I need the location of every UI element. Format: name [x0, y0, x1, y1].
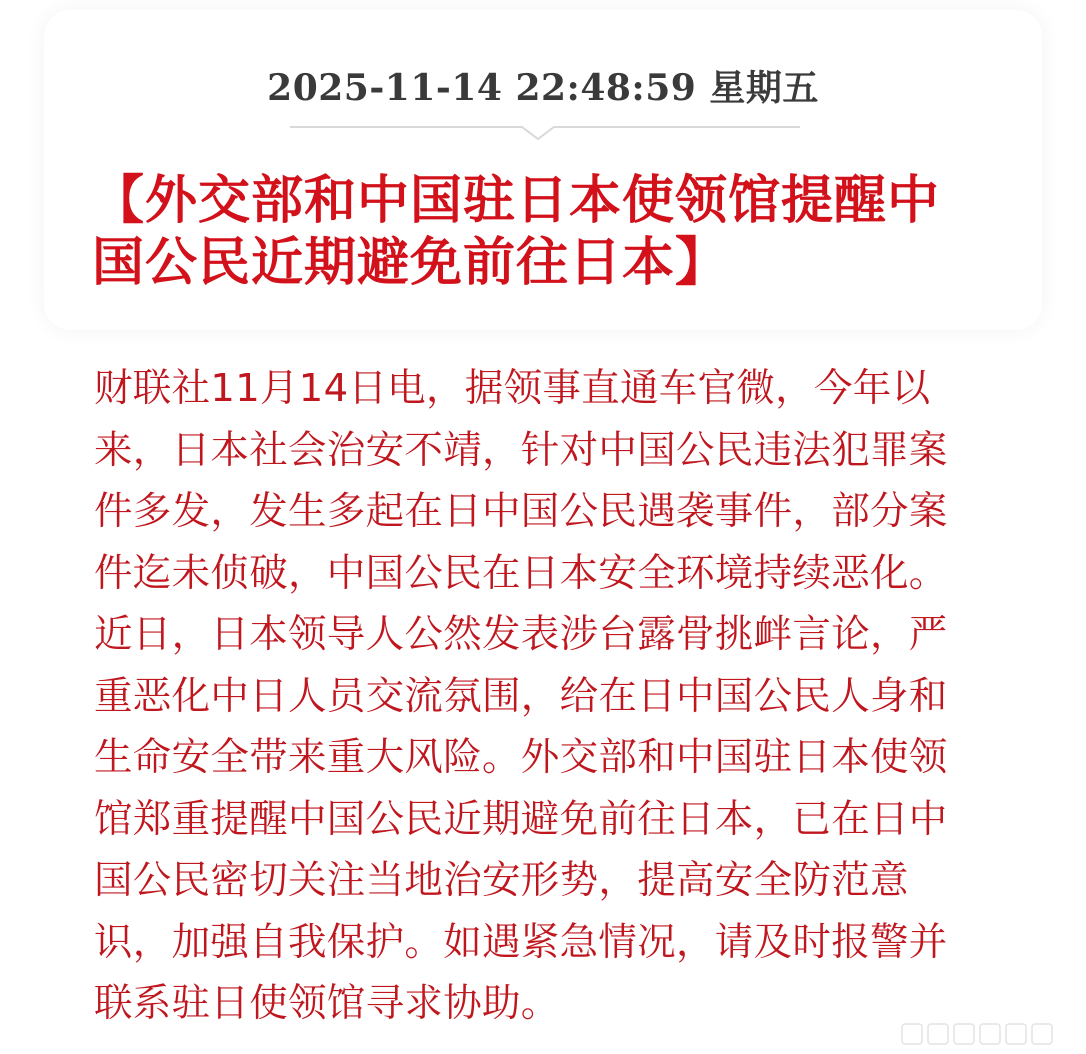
divider-notch [290, 125, 800, 143]
watermark-logo [880, 1018, 1080, 1050]
article-body: 财联社11月14日电，据领事直通车官微，今年以来，日本社会治安不靖，针对中国公民违法犯罪案件多发，发生多起在日中国公民遇袭事件，部分案件迄未侦破，中国公民在日本安全环境持续恶化。近日，日本领导人公然发表涉台露骨挑衅言论，严重恶化中日人员交流氛围，给在日中国公民人身和生命安全带来重大风险。外交部和中国驻日本使领馆郑重提醒中国公民近期避免前往日本，已在日中国公民密切关注当地治安形势，提高安全防范意识，加强自我保护。如遇紧急情况，请及时报警并联系驻日使领馆寻求协助。 [94, 366, 948, 1026]
timestamp: 2025-11-14 22:48:59 星期五 [267, 67, 819, 109]
article-headline: 【外交部和中国驻日本使领馆提醒中国公民近期避免前往日本】 [92, 171, 941, 293]
